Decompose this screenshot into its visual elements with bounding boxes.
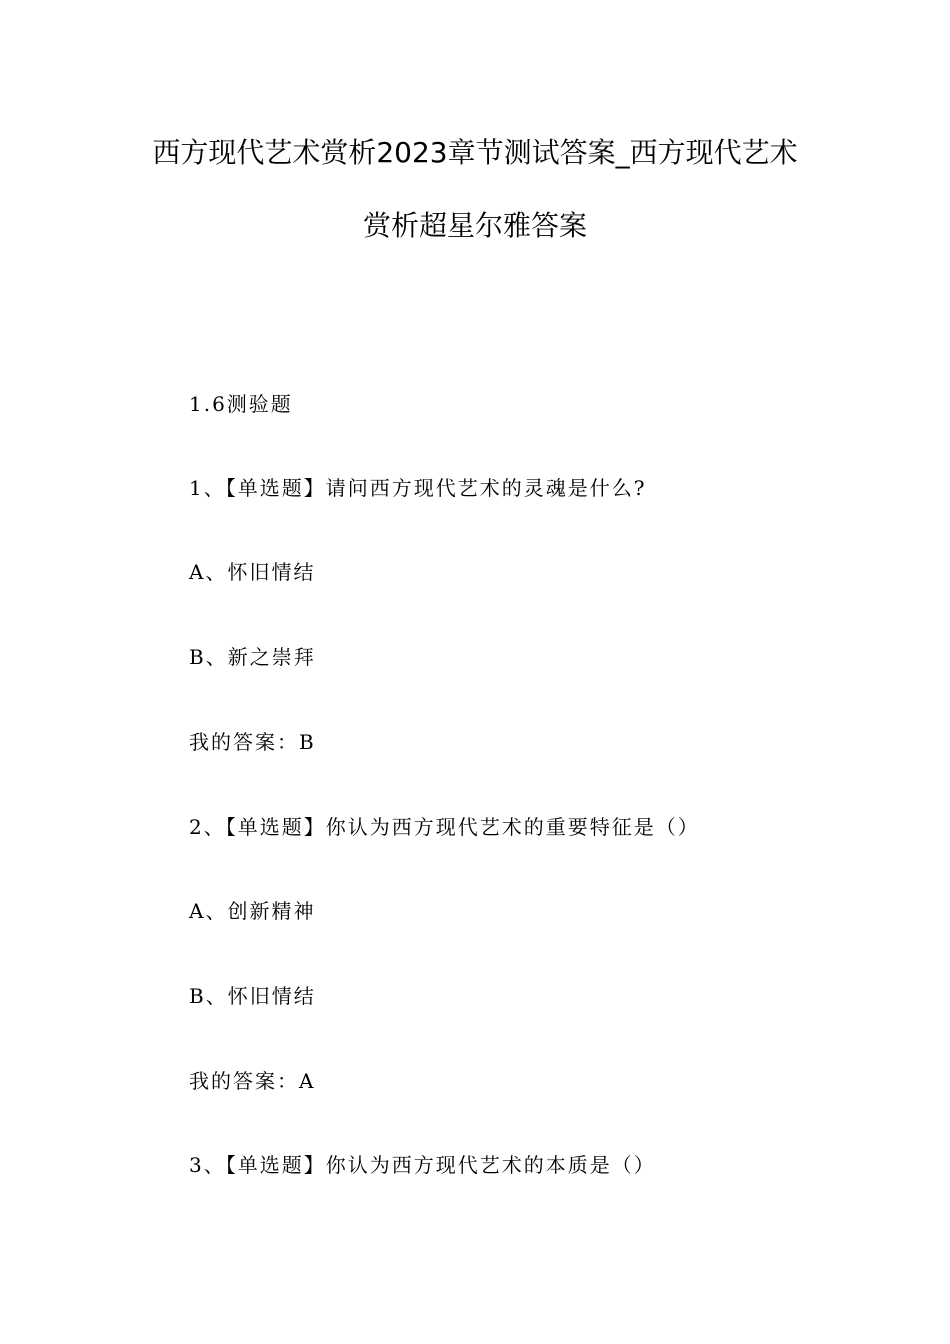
question-2-answer: 我的答案：A [189, 1069, 316, 1093]
question-1-option-b: B、新之崇拜 [189, 645, 316, 669]
document-title-line-2: 赏析超星尔雅答案 [362, 209, 587, 242]
question-1: 1、【单选题】请问西方现代艺术的灵魂是什么? [189, 476, 647, 500]
question-2-option-a: A、创新精神 [189, 899, 316, 923]
question-1-option-a: A、怀旧情结 [189, 560, 316, 584]
question-3: 3、【单选题】你认为西方现代艺术的本质是（） [189, 1153, 656, 1177]
question-1-answer: 我的答案：B [189, 730, 316, 754]
question-2-option-b: B、怀旧情结 [189, 984, 316, 1008]
document-title-line-1: 西方现代艺术赏析2023章节测试答案_西方现代艺术 [152, 136, 798, 169]
question-2: 2、【单选题】你认为西方现代艺术的重要特征是（） [189, 815, 700, 839]
section-heading: 1.6测验题 [189, 392, 293, 416]
